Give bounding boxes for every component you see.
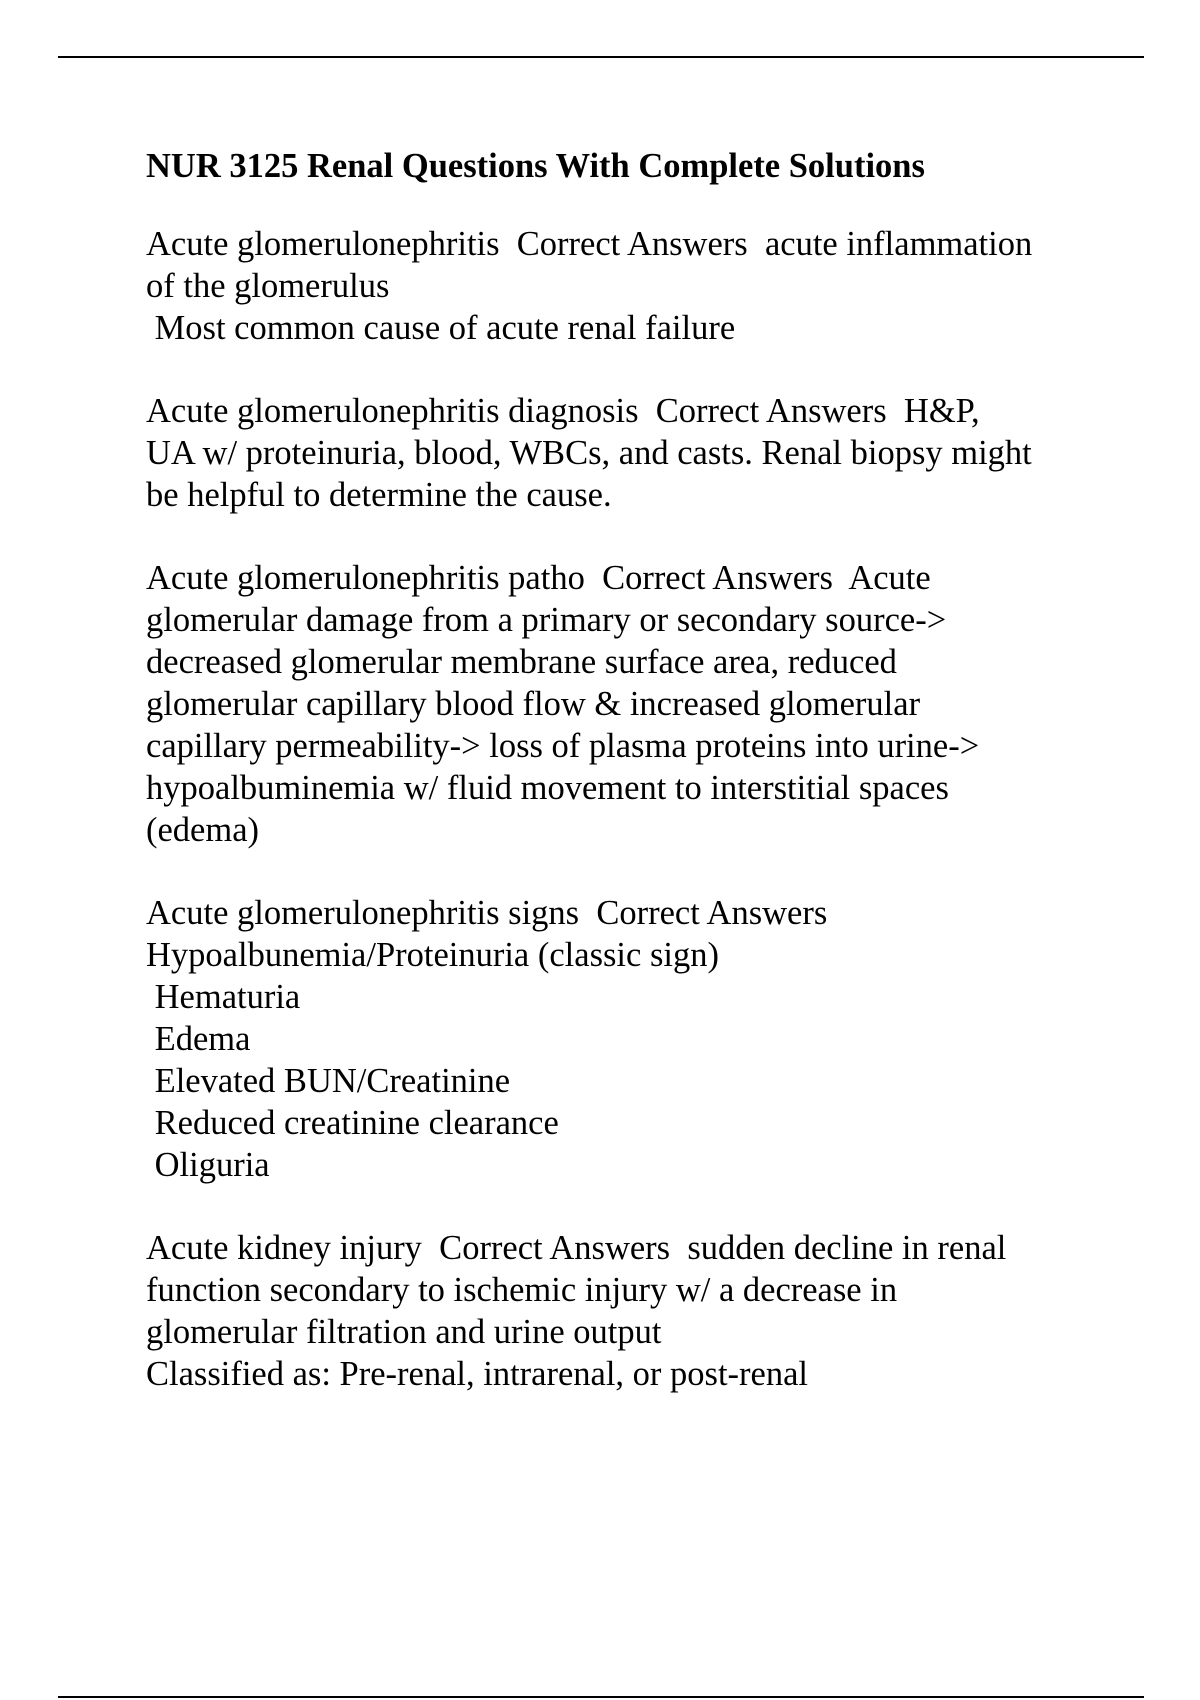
qa-entry <box>146 1227 1086 1395</box>
entry-line: Acute glomerulonephritis patho Correct Answers Acute <box>146 559 931 597</box>
entry-line: Edema <box>146 1020 251 1058</box>
entry-line: Hypoalbunemia/Proteinuria (classic sign) <box>146 936 719 974</box>
entry-line: Elevated BUN/Creatinine <box>146 1062 511 1100</box>
document-body <box>146 140 1086 1436</box>
qa-entry <box>146 390 1086 516</box>
entry-line: Most common cause of acute renal failure <box>146 309 736 347</box>
footer-rule <box>58 1696 1144 1698</box>
header-rule <box>58 56 1144 58</box>
entry-line: Acute glomerulonephritis signs Correct Answers <box>146 894 828 932</box>
entry-line: (edema) <box>146 811 260 849</box>
qa-entry <box>146 223 1086 349</box>
qa-entry <box>146 557 1086 851</box>
entry-line: function secondary to ischemic injury w/ a decrease in <box>146 1271 898 1309</box>
entry-line: glomerular capillary blood flow & increased glomerular <box>146 685 921 723</box>
entry-line: Hematuria <box>146 978 301 1016</box>
entry-line: Oliguria <box>146 1146 270 1184</box>
entry-line: Reduced creatinine clearance <box>146 1104 559 1142</box>
entry-line: Acute kidney injury Correct Answers sudden decline in renal <box>146 1229 1007 1267</box>
qa-entry <box>146 892 1086 1186</box>
entry-line: be helpful to determine the cause. <box>146 476 612 514</box>
entry-line: glomerular damage from a primary or secondary source-> <box>146 601 947 639</box>
entry-line: UA w/ proteinuria, blood, WBCs, and casts. Renal biopsy might <box>146 434 1032 472</box>
entry-line: hypoalbuminemia w/ fluid movement to interstitial spaces <box>146 769 949 807</box>
entry-line: Acute glomerulonephritis Correct Answers acute inflammation <box>146 225 1033 263</box>
entry-line: decreased glomerular membrane surface area, reduced <box>146 643 897 681</box>
entry-line: capillary permeability-> loss of plasma proteins into urine-> <box>146 727 980 765</box>
entry-line: glomerular filtration and urine output <box>146 1313 662 1351</box>
entry-line: of the glomerulus <box>146 267 390 305</box>
entry-line: Classified as: Pre-renal, intrarenal, or post-renal <box>146 1355 808 1393</box>
entry-line: Acute glomerulonephritis diagnosis Correct Answers H&P, <box>146 392 980 430</box>
document-title: NUR 3125 Renal Questions With Complete Solutions <box>146 147 925 185</box>
